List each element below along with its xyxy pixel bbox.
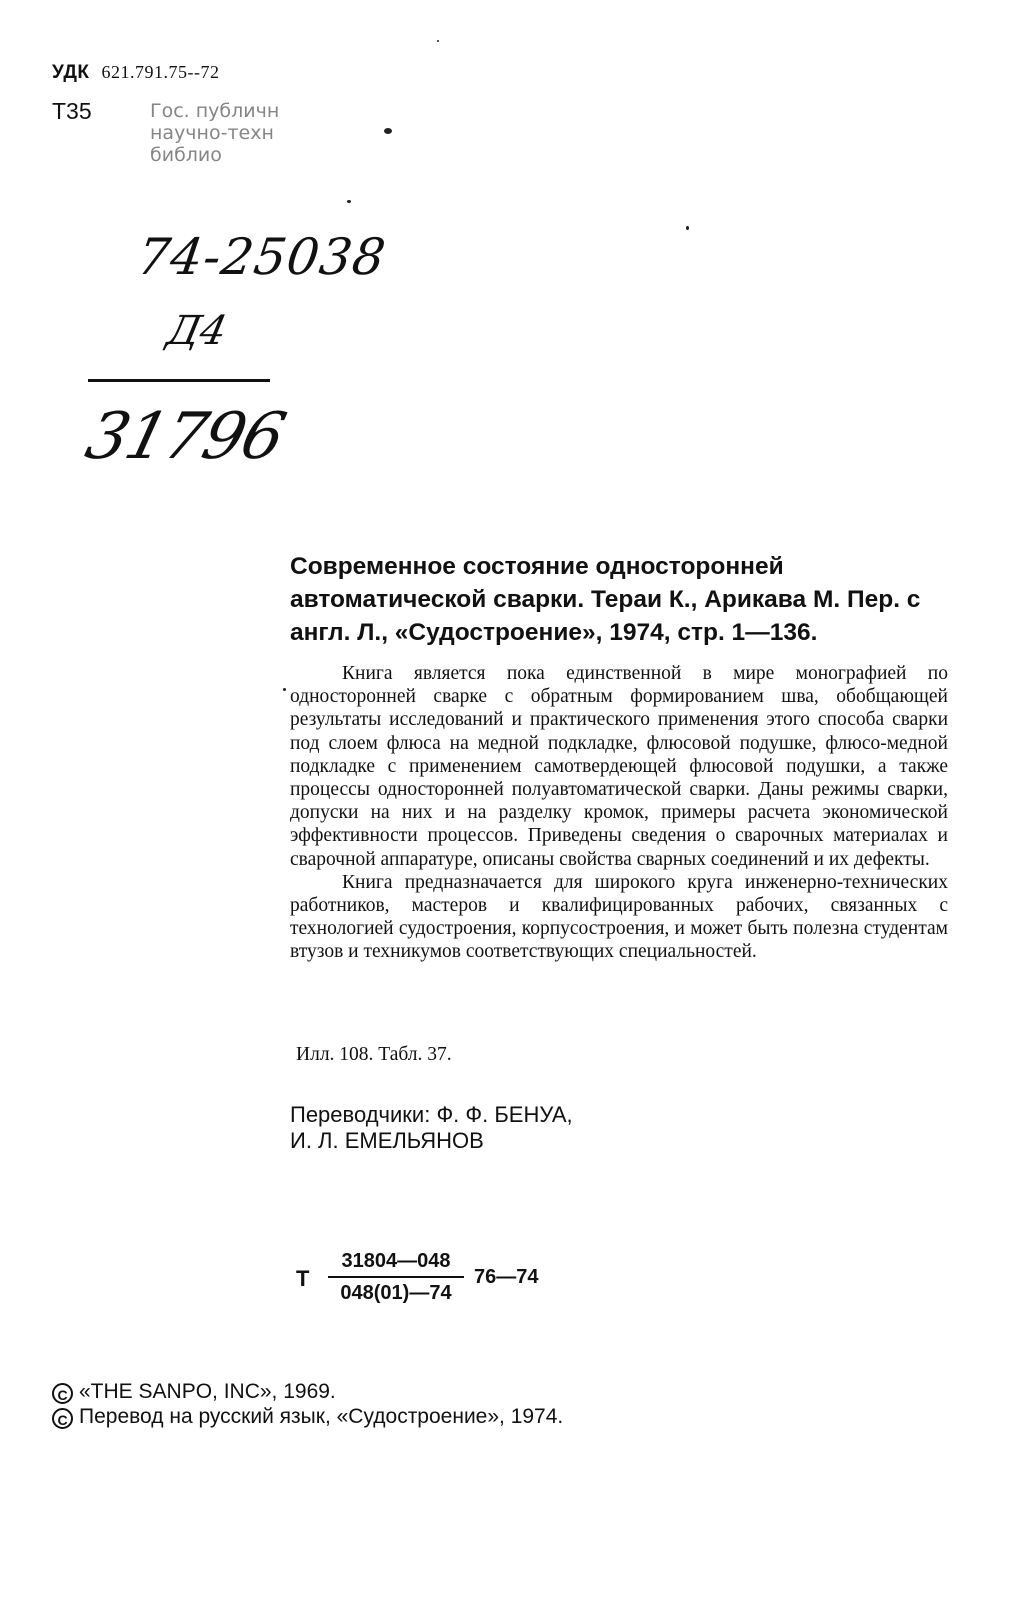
stamp-line-1: Гос. публичн [150,100,280,122]
catalog-numerator: 31804—048 [328,1250,464,1278]
speck [283,688,286,691]
speck [384,128,392,134]
udk-code: 621.791.75--72 [101,62,220,82]
copyright-original [52,1380,336,1404]
catalog-letter: Т [296,1266,310,1291]
annotation-paragraph-1: Книга является пока единственной в мире монографией по односторонней сварке с обратным формированием шва, обобщающей результаты исследований и практического применения этого способа сварки под слоем флюса на медной подкладке, флюсовой подушке, флюсо-медной подкладке с применением самотвердеющей флюсовой подушки, а также процессы односторонней полуавтоматической сварки. Даны режимы сварки, допуски на них и на разделку кромок, примеры расчета экономической эффективности процессов. Приведены сведения о сварочных материалах и сварочной аппаратуре, описаны свойства сварных соединений и их дефекты. [290,663,948,870]
catalog-suffix: 76—74 [474,1266,539,1288]
speck [437,40,439,42]
translators-line-1: Переводчики: Ф. Ф. БЕНУА, [290,1102,573,1127]
copyright-translation [52,1405,563,1429]
handwritten-shelf-code: Д4 [163,308,231,354]
udk-label: УДК [52,62,90,83]
translators-line-2: И. Л. ЕМЕЛЬЯНОВ [290,1128,484,1153]
annotation [290,662,948,964]
copyright-icon: C [52,1408,73,1429]
stamp-line-3: библио [150,144,222,166]
stamp-line-2: научно-техн [150,122,274,144]
handwritten-number: 31796 [78,400,291,474]
book-title: Современное состояние односторонней автоматической сварки. Тераи К., Арикава М. Пер. с англ. Л., «Судостроение», 1974, стр. 1—136. [290,553,921,646]
handwritten-inventory-number: 74-25038 [133,228,390,286]
catalog-fraction [328,1250,464,1305]
speck [347,200,351,203]
copyright-icon: C [52,1383,73,1404]
handwritten-divider [88,379,270,382]
speck [686,226,689,230]
index-code: Т35 [52,98,92,124]
copyright-original-text: «THE SANPO, INC», 1969. [79,1380,336,1403]
udk-line [52,62,220,84]
annotation-paragraph-2: Книга предназначается для широкого круга инженерно-технических работников, мастеров и квалифицированных рабочих, связанных с технологией судостроения, корпусостроения, и может быть полезна студентам втузов и техникумов соответствующих специальностей. [290,871,948,963]
translators [290,1102,573,1154]
copyright-translation-text: Перевод на русский язык, «Судостроение», 1974. [79,1405,564,1428]
catalog-denominator: 048(01)—74 [340,1282,452,1304]
library-stamp [150,100,390,170]
illustrations-count: Илл. 108. Табл. 37. [296,1044,452,1065]
